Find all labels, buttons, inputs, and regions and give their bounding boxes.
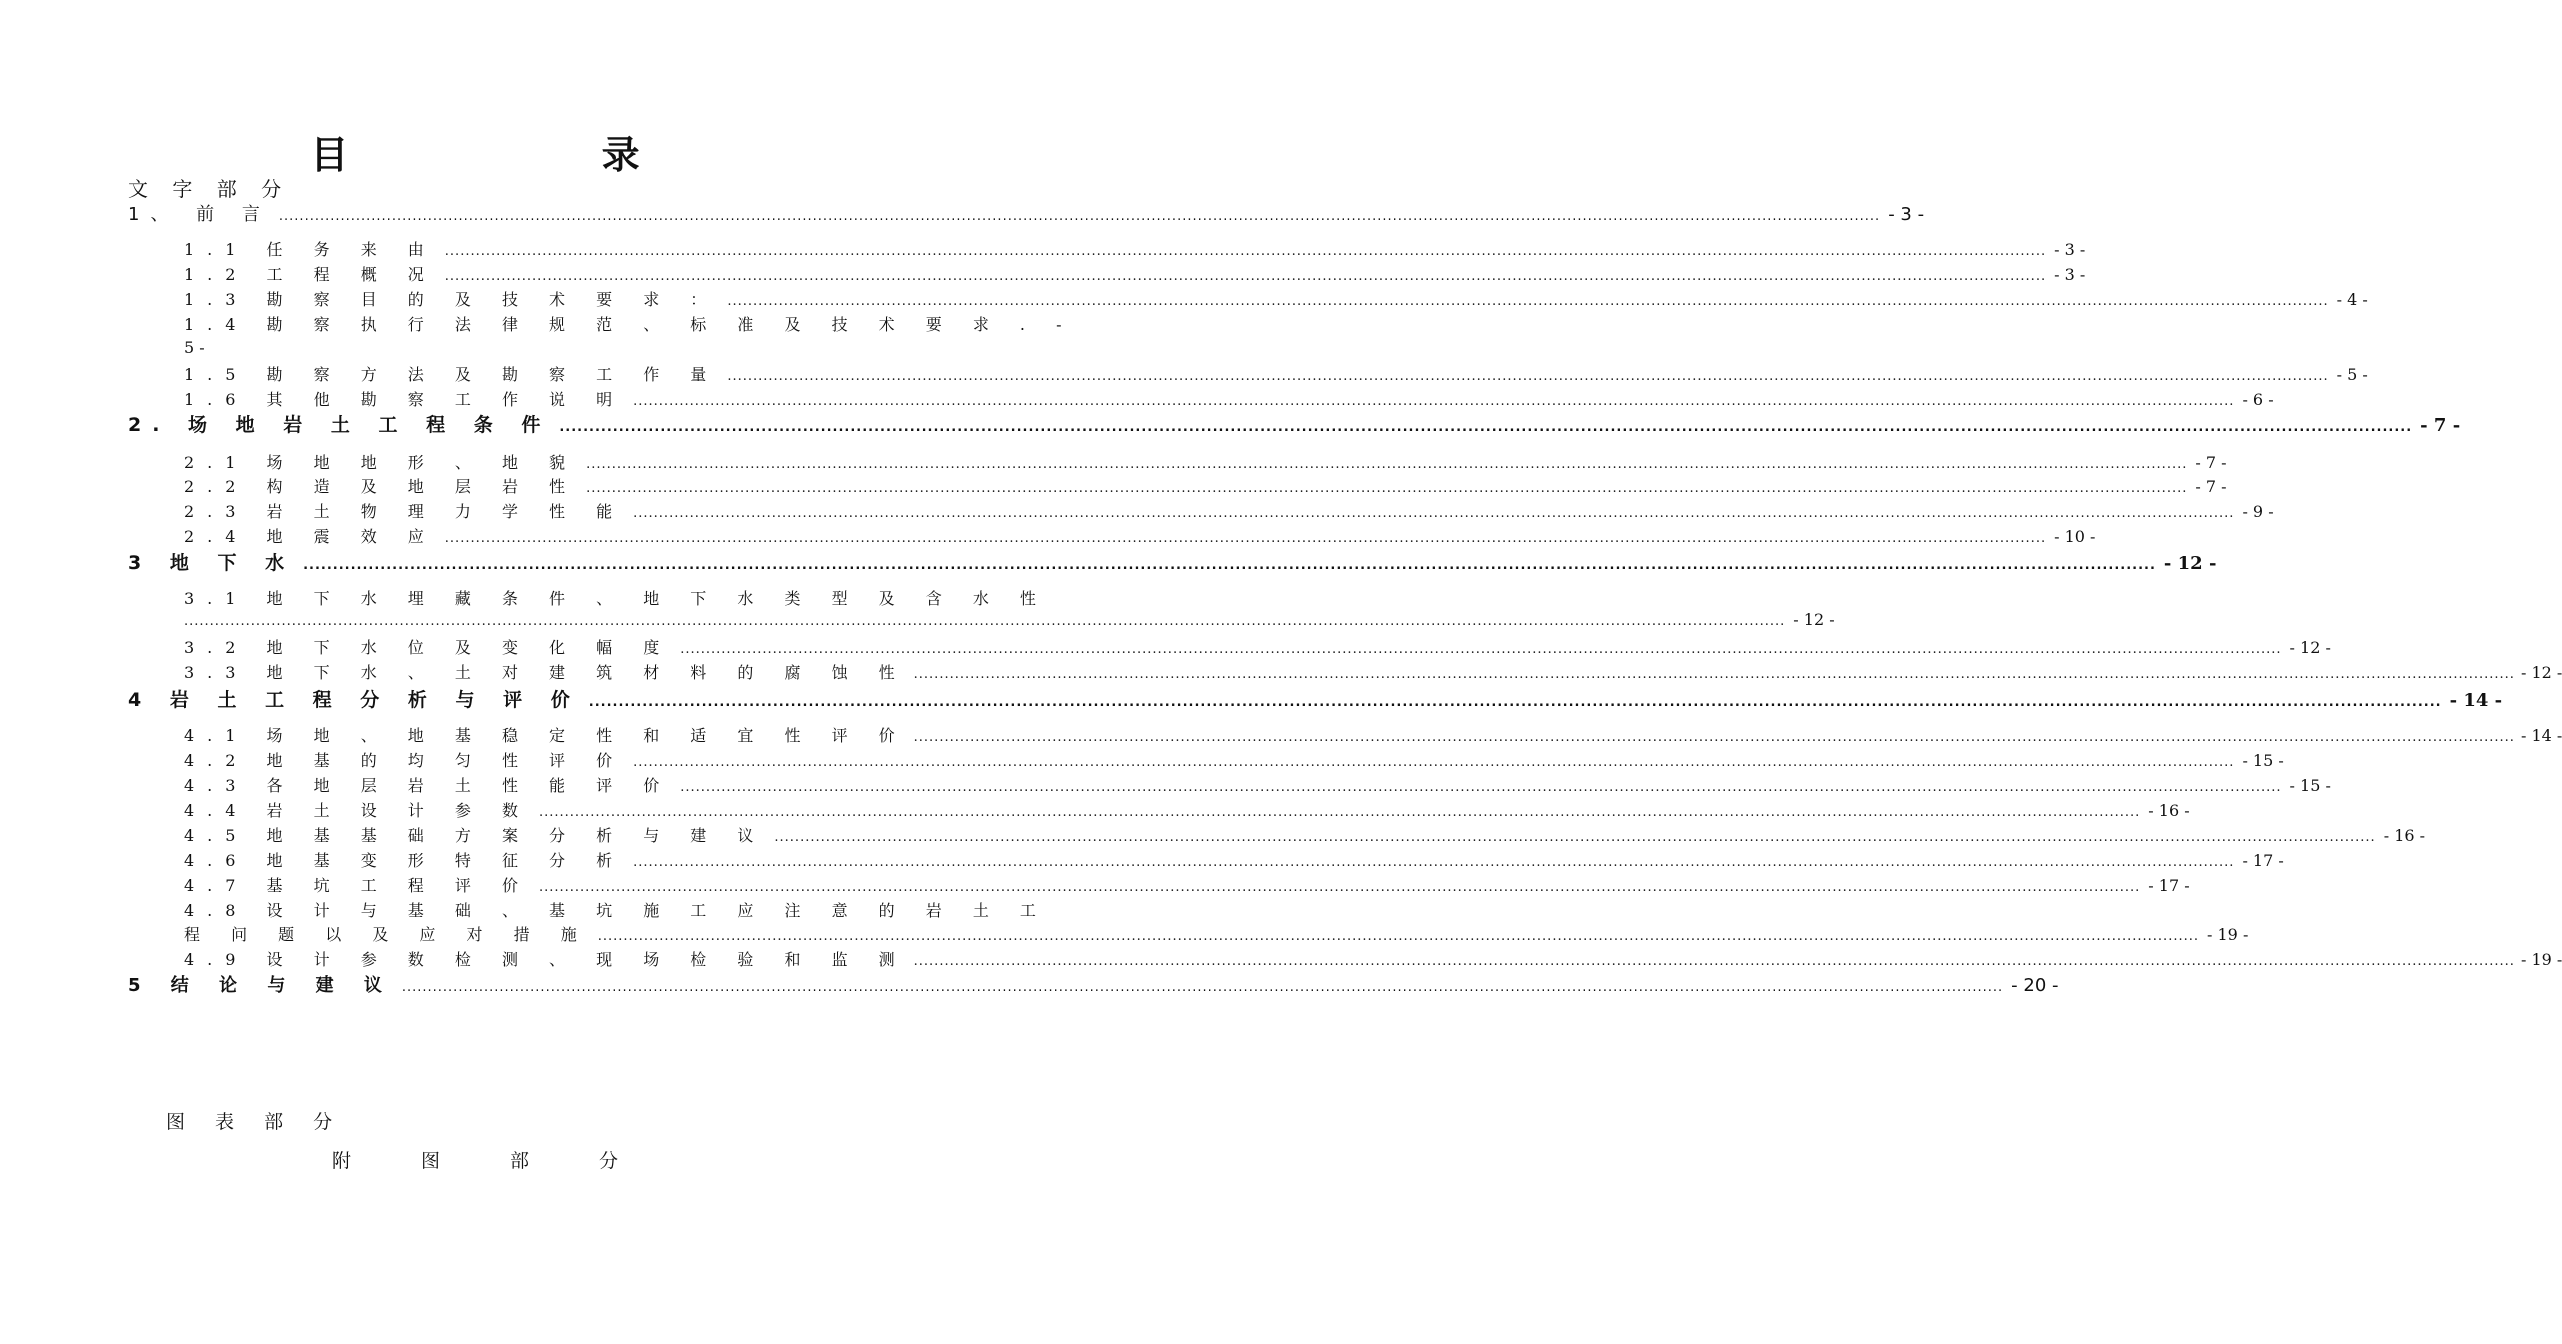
toc-entry-4-4[interactable]: 4.4 岩 土 设 计 参 数 ..... - 16 - (184, 798, 840, 824)
toc-entry-1-4-page: 5 - (184, 338, 205, 357)
toc-entry-4-5[interactable]: 4.5 地 基 基 础 方 案 分 析 与 建 议 ..... - 16 - (184, 823, 840, 849)
toc-entry-4-6[interactable]: 4.6 地 基 变 形 特 征 分 析 ..... - 17 - (184, 848, 840, 874)
toc-entry-2-3[interactable]: 2.3 岩 土 物 理 力 学 性 能 ..... - 9 - (184, 499, 848, 525)
page-title: 目 录 (310, 133, 760, 177)
section-heading-text: 文 字 部 分 (128, 177, 291, 201)
toc-entry-2[interactable]: 2. 场 地 岩 土 工 程 条 件 ..... - 7 - (128, 410, 852, 436)
toc-entry-3[interactable]: 3 地 下 水 ..... - 12 - (128, 548, 844, 574)
toc-entry-4-2[interactable]: 4.2 地 基 的 均 匀 性 评 价 ..... - 15 - (184, 748, 840, 774)
toc-entry-1-5[interactable]: 1.5 勘 察 方 法 及 勘 察 工 作 量 ..... - 5 - (184, 362, 848, 388)
toc-entry-4-8-cont[interactable]: 程 问 题 以 及 应 对 措 施 ..... - 19 - (184, 922, 840, 948)
figures-section-heading: 附 图 部 分 (331, 1150, 651, 1172)
toc-entry-4-7[interactable]: 4.7 基 坑 工 程 评 价 ..... - 17 - (184, 873, 840, 899)
charts-section-heading: 图 表 部 分 (166, 1111, 345, 1133)
toc-entry-3-1[interactable]: 3.1 地 下 水 埋 藏 条 件 、 地 下 水 类 型 及 含 水 性 (184, 589, 1049, 608)
toc-entry-3-2[interactable]: 3.2 地 下 水 位 及 变 化 幅 度 ..... - 12 - (184, 635, 840, 661)
toc-entry-1-4[interactable]: 1.4 勘 察 执 行 法 律 规 范 、 标 准 及 技 术 要 求 . - (184, 315, 1075, 334)
toc-entry-4-3[interactable]: 4.3 各 地 层 岩 土 性 能 评 价 ..... - 15 - (184, 773, 840, 799)
toc-entry-4-9[interactable]: 4.9 设 计 参 数 检 测 、 现 场 检 验 和 监 测 ..... - 19 - (184, 947, 840, 973)
toc-entry-1-6[interactable]: 1.6 其 他 勘 察 工 作 说 明 ..... - 6 - (184, 387, 848, 413)
toc-entry-1-2[interactable]: 1.2 工 程 概 况 ..... - 3 - (184, 262, 848, 288)
toc-entry-3-1-cont[interactable]: ..... - 12 - (184, 610, 840, 636)
leader-dots (279, 209, 1880, 224)
toc-entry-5[interactable]: 5 结 论 与 建 议 ..... - 20 - (128, 971, 844, 997)
toc-entry-2-2[interactable]: 2.2 构 造 及 地 层 岩 性 ..... - 7 - (184, 474, 848, 500)
toc-entry-2-4[interactable]: 2.4 地 震 效 应 ..... - 10 - (184, 524, 840, 550)
toc-entry-2-1[interactable]: 2.1 场 地 地 形 、 地 貌 ..... - 7 - (184, 450, 848, 476)
toc-entry-4-8[interactable]: 4.8 设 计 与 基 础 、 基 坑 施 工 应 注 意 的 岩 土 工 (184, 901, 1049, 920)
toc-entry-4[interactable]: 4 岩 土 工 程 分 析 与 评 价 ..... - 14 - (128, 685, 844, 711)
toc-entry-4-1[interactable]: 4.1 场 地 、 地 基 稳 定 性 和 适 宜 性 评 价 ..... - 14 - (184, 723, 840, 749)
toc-entry-1-1[interactable]: 1.1 任 务 来 由 ..... - 3 - (184, 237, 848, 263)
toc-entry-1[interactable]: 1、 前 言 ..... - 3 - (128, 200, 852, 226)
toc-entry-1-3[interactable]: 1.3 勘 察 目 的 及 技 术 要 求 ： ..... - 4 - (184, 287, 848, 313)
toc-entry-3-3[interactable]: 3.3 地 下 水 、 土 对 建 筑 材 料 的 腐 蚀 性 ..... - 12 - (184, 660, 840, 686)
